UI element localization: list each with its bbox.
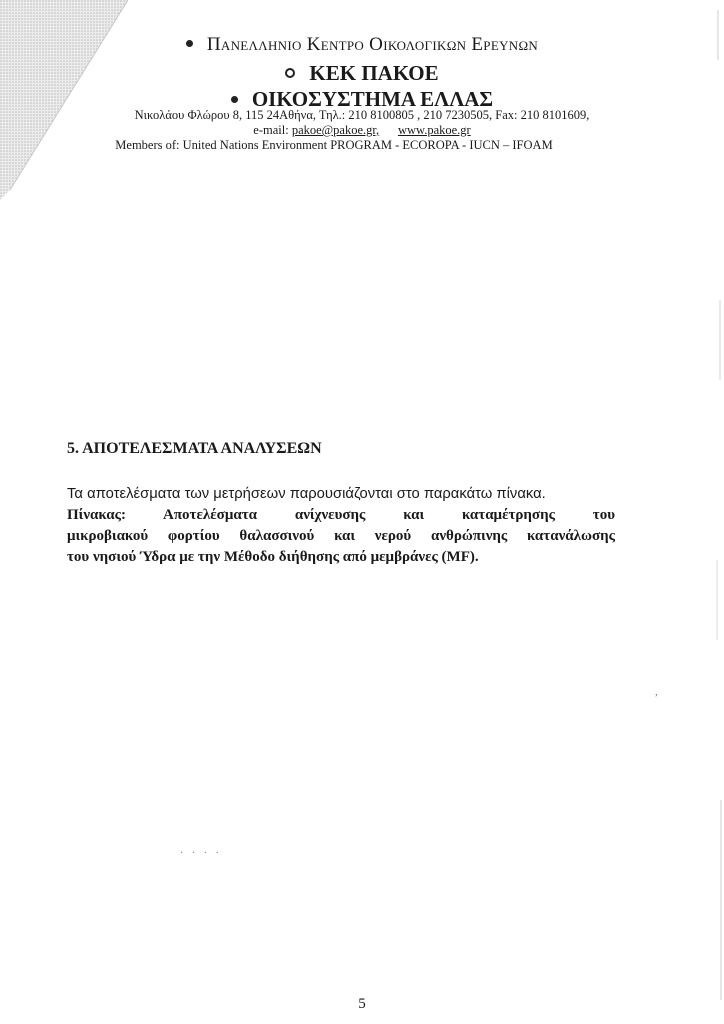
scan-edge-marks <box>710 0 724 1024</box>
email-link[interactable]: pakoe@pakoe.gr, <box>291 123 380 137</box>
header-kek-pakoe: ΚΕΚ ΠΑΚΟΕ <box>0 61 724 86</box>
caption-line-1: Πίνακας: Αποτελέσματα ανίχνευσης και καταμέτρησης του <box>67 507 615 523</box>
bullet-icon <box>231 96 238 103</box>
table-caption <box>67 505 615 568</box>
scan-specks: · · · · <box>180 848 222 859</box>
bullet-icon <box>285 68 295 78</box>
bullet-icon <box>186 40 193 47</box>
header-org-name: Πανελληνιο Κεντρο Οικολογικων Ερευνων <box>0 34 724 56</box>
header-contact: e-mail: pakoe@pakoe.gr, www.pakoe.gr <box>253 123 471 137</box>
header-ecosystem: ΟΙΚΟΣΥΣΤΗΜΑ ΕΛΛΑΣ <box>0 87 724 112</box>
header-address: Νικολάου Φλώρου 8, 115 24Αθήνα, Τηλ.: 210 8100805 , 210 7230505, Fax: 210 8101609, <box>134 108 590 122</box>
page-number: 5 <box>358 996 366 1012</box>
scan-speck: , <box>655 686 658 698</box>
caption-line-3: του νησιού Ύδρα με την Μέθοδο διήθησης από μεμβράνες (MF). <box>67 549 479 565</box>
header-members: Members of: United Nations Environment PROGRAM - ECOROPA - IUCN – IFOAM <box>115 138 553 152</box>
website-link[interactable]: www.pakoe.gr <box>397 123 471 137</box>
caption-line-2: μικροβιακού φορτίου θαλασσινού και νερού ανθρώπινης κατανάλωσης <box>67 528 615 544</box>
section-title: 5. ΑΠΟΤΕΛΕΣΜΑΤΑ ΑΝΑΛΥΣΕΩΝ <box>67 440 322 457</box>
intro-paragraph: Τα αποτελέσματα των μετρήσεων παρουσιάζονται στο παρακάτω πίνακα. <box>67 486 546 502</box>
